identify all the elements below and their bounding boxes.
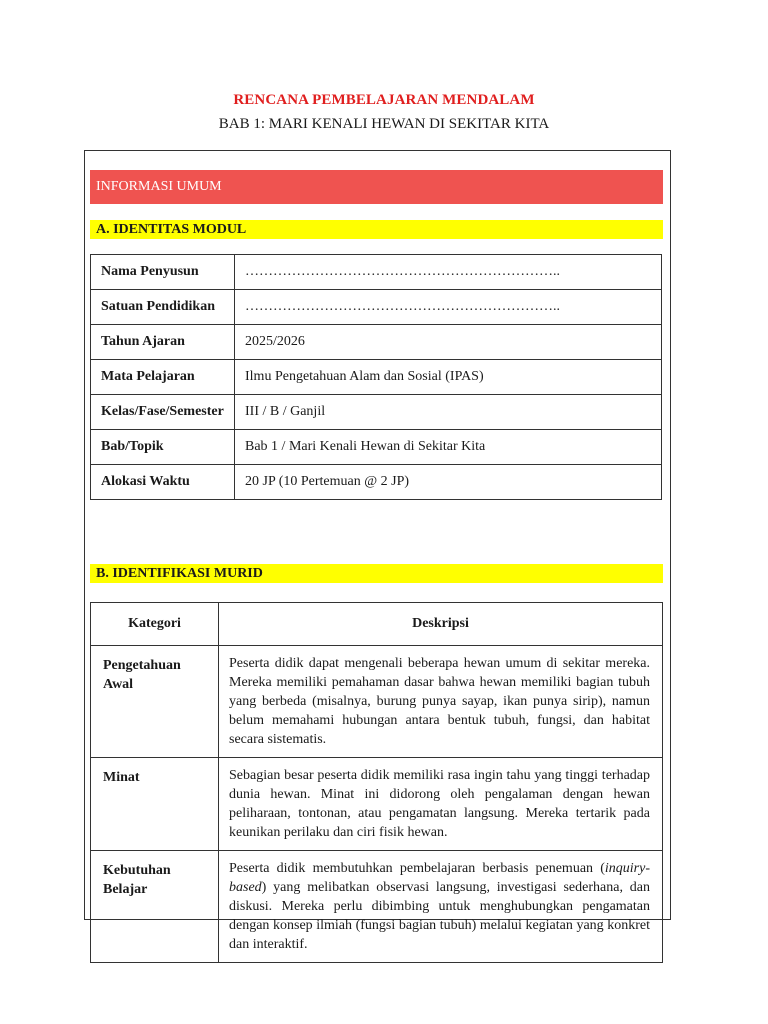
row-category: Pengetahuan Awal (91, 646, 219, 758)
row-label: Kelas/Fase/Semester (91, 395, 235, 430)
table-row (91, 851, 663, 963)
row-value: 2025/2026 (235, 325, 662, 360)
row-description: Sebagian besar peserta didik memiliki rasa ingin tahu yang tinggi terhadap dunia hewan. Minat ini didorong oleh pengalaman dengan hewan peliharaan, tontonan, atau pengamatan langsung. Mereka tertarik pada keunikan perilaku dan ciri fisik hewan. (219, 758, 663, 851)
table-row (91, 360, 662, 395)
description-emphasis: inquiry-based (229, 861, 650, 895)
table-row (91, 758, 663, 851)
row-label: Alokasi Waktu (91, 465, 235, 500)
document-subtitle: BAB 1: MARI KENALI HEWAN DI SEKITAR KITA (218, 116, 550, 132)
description-text: ) yang melibatkan observasi langsung, investigasi sederhana, dan diskusi. Mereka perlu dibimbing untuk menghubungkan pengamatan dengan konsep ilmiah (fungsi bagian tubuh) melalui kegiatan yang konkret dan interaktif. (229, 880, 650, 952)
table-header-row (91, 603, 663, 646)
row-label: Tahun Ajaran (91, 325, 235, 360)
row-description (219, 851, 663, 963)
section-b-heading: B. IDENTIFIKASI MURID (90, 564, 663, 583)
row-label: Satuan Pendidikan (91, 290, 235, 325)
table-row (91, 325, 662, 360)
identity-table (90, 254, 662, 500)
table-row (91, 646, 663, 758)
table-row (91, 290, 662, 325)
row-category: Kebutuhan Belajar (91, 851, 219, 963)
row-description: Peserta didik dapat mengenali beberapa hewan umum di sekitar mereka. Mereka memiliki pemahaman dasar bahwa hewan memiliki bagian tubuh yang berbeda (misalnya, burung punya sayap, ikan punya sirip), namun belum memahami hubungan antara bentuk tubuh, fungsi, dan habitat secara sistematis. (219, 646, 663, 758)
column-header-category: Kategori (91, 603, 219, 646)
student-identification-table (90, 602, 663, 963)
document-title: RENCANA PEMBELAJARAN MENDALAM (233, 92, 535, 108)
row-value: ………………………………………………………….. (235, 255, 662, 290)
table-row (91, 465, 662, 500)
section-a-heading: A. IDENTITAS MODUL (90, 220, 663, 239)
table-row (91, 430, 662, 465)
table-row (91, 255, 662, 290)
row-value: Bab 1 / Mari Kenali Hewan di Sekitar Kita (235, 430, 662, 465)
table-row (91, 395, 662, 430)
row-category: Minat (91, 758, 219, 851)
description-text: Peserta didik membutuhkan pembelajaran berbasis penemuan ( (229, 861, 605, 876)
row-value: 20 JP (10 Pertemuan @ 2 JP) (235, 465, 662, 500)
row-label: Nama Penyusun (91, 255, 235, 290)
column-header-description: Deskripsi (219, 603, 663, 646)
section-banner: INFORMASI UMUM (90, 170, 663, 204)
row-value: ………………………………………………………….. (235, 290, 662, 325)
row-value: III / B / Ganjil (235, 395, 662, 430)
row-label: Mata Pelajaran (91, 360, 235, 395)
row-value: Ilmu Pengetahuan Alam dan Sosial (IPAS) (235, 360, 662, 395)
row-label: Bab/Topik (91, 430, 235, 465)
